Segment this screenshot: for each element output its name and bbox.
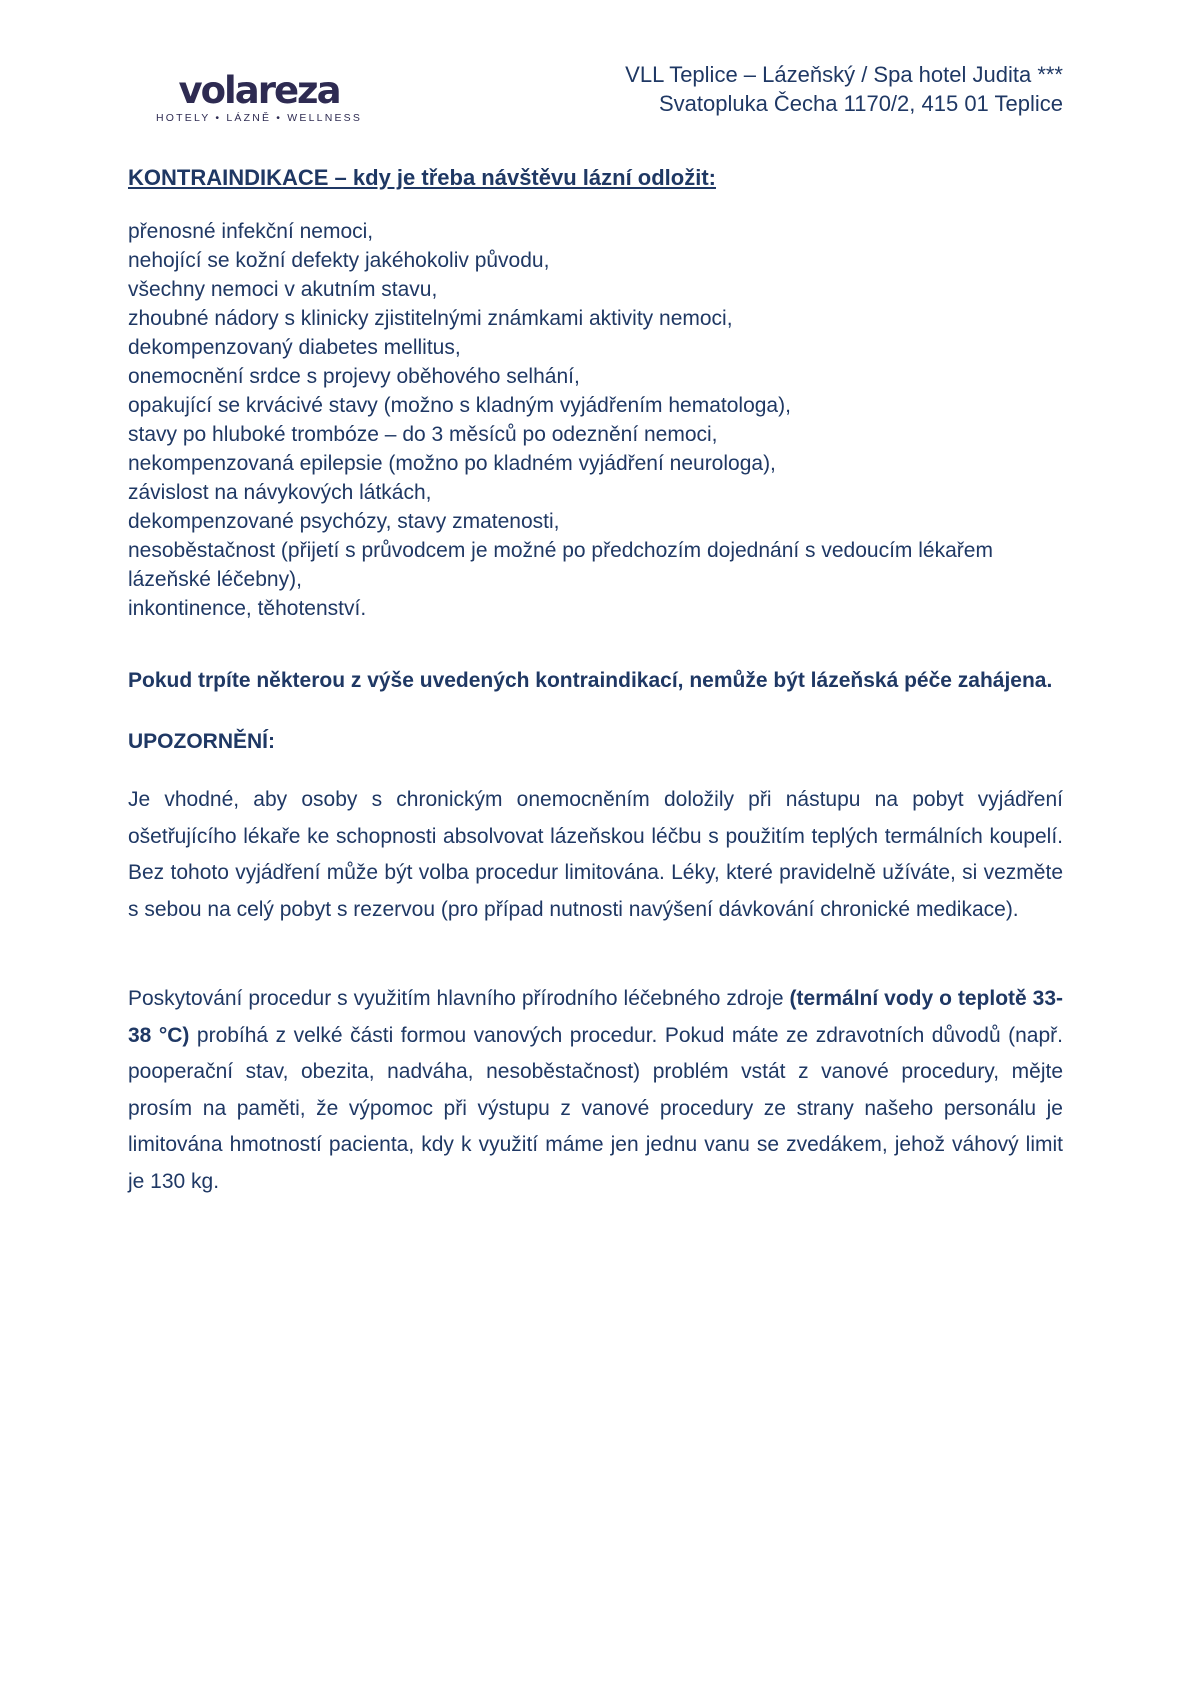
contraindications-heading: KONTRAINDIKACE – kdy je třeba návštěvu lázní odložit: [128, 165, 716, 190]
contraindications-warning: Pokud trpíte některou z výše uvedených kontraindikací, nemůže být lázeňská péče zahájena. [128, 669, 1053, 692]
list-item: inkontinence, těhotenství. [128, 597, 367, 620]
list-item: nehojící se kožní defekty jakéhokoliv původu, [128, 249, 550, 272]
volareza-logo [156, 69, 363, 124]
list-item: zhoubné nádory s klinicky zjistitelnými známkami aktivity nemoci, [128, 307, 733, 330]
notice-paragraph-2 [128, 981, 1063, 1200]
list-item: všechny nemoci v akutním stavu, [128, 278, 438, 301]
hotel-title: VLL Teplice – Lázeňský / Spa hotel Judita *** [625, 62, 1063, 87]
header-hotel-info [625, 60, 1063, 118]
list-item: přenosné infekční nemoci, [128, 220, 374, 243]
list-item: závislost na návykových látkách, [128, 481, 432, 504]
document-header [128, 56, 1063, 124]
hotel-address: Svatopluka Čecha 1170/2, 415 01 Teplice [658, 91, 1063, 116]
list-item: opakující se krvácivé stavy (možno s kladným vyjádřením hematologa), [128, 394, 791, 417]
list-item: onemocnění srdce s projevy oběhového selhání, [128, 365, 580, 388]
logo-wordmark: volareza [178, 69, 340, 112]
paragraph2-text-end: probíhá z velké části formou vanových procedur. Pokud máte ze zdravotních důvodů (např. pooperační stav, obezita, nadváha, nesoběstačnost) problém vstát z vanové procedury, mějte prosím na paměti, že výpomoc při výstupu z vanové procedury ze strany našeho personálu je limitována hmotností pacienta, kdy k využití máme jen jednu vanu se zvedákem, jehož váhový limit je 130 kg. [128, 1023, 1063, 1193]
list-item: nesoběstačnost (přijetí s průvodcem je možné po předchozím dojednání s vedoucím lékařem lázeňské léčebny), [128, 539, 993, 591]
list-item: stavy po hluboké trombóze – do 3 měsíců po odeznění nemoci, [128, 423, 718, 446]
list-item: nekompenzovaná epilepsie (možno po kladném vyjádření neurologa), [128, 452, 776, 475]
notice-paragraph-1: Je vhodné, aby osoby s chronickým onemocněním doložily při nástupu na pobyt vyjádření ošetřujícího lékaře ke schopnosti absolvovat lázeňskou léčbu s použitím teplých termálních koupelí. Bez tohoto vyjádření může být volba procedur limitována. Léky, které pravidelně užíváte, si vezměte s sebou na celý pobyt s rezervou (pro případ nutnosti navýšení dávkování chronické medikace). [128, 788, 1063, 921]
contraindications-list [128, 217, 1063, 623]
list-item: dekompenzovaný diabetes mellitus, [128, 336, 461, 359]
list-item: dekompenzované psychózy, stavy zmatenosti, [128, 510, 560, 533]
notice-heading: UPOZORNĚNÍ: [128, 730, 275, 753]
logo-tagline: HOTELY • LÁZNĚ • WELLNESS [156, 112, 363, 124]
paragraph2-text-start: Poskytování procedur s využitím hlavního přírodního léčebného zdroje [128, 987, 790, 1010]
paragraph2-bold-text: (termální vody o teplotě 33-38 °C) [128, 987, 1063, 1047]
